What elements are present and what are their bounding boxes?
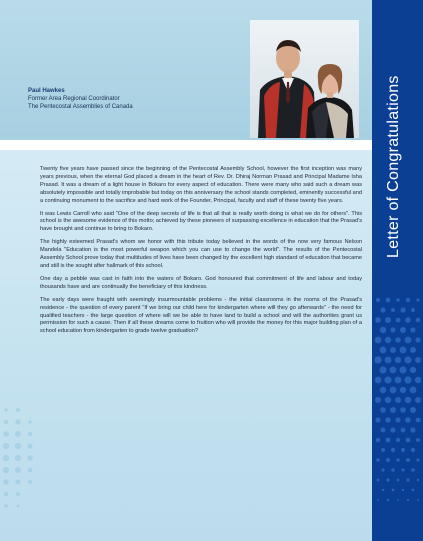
side-title: Letter of Congratulations (385, 75, 402, 258)
paragraph: One day a pebble was cast in faith into the waters of Bokaro. God honoured that commitment of life and labour and today thousands have and are continually the beneficiary of this kindness. (40, 275, 362, 290)
author-name: Paul Hawkes (28, 88, 65, 94)
paragraph: It was Lewis Carroll who said "One of the deep secrets of life is that all that is really worth doing is what we do for others". This school is the awesome evidence of this motto; achieved by these pioneers of surpassing excellence in education that the Prasad's have brought and continue to bring to Bokaro. (40, 210, 362, 233)
letter-body (40, 166, 362, 341)
author-role: Former Area Regional Coordinator (28, 96, 120, 102)
paragraph: The highly esteemed Prasad's whom we honor with this tribute today believed in the words of the now very famous Nelson Mandela "Education is the most powerful weapon which you can use to change the world". The results of the Pentecostal Assembly School prove today that multitudes of lives have been changed by the excellent high standard of education that became and still is the sought after hallmark of this school. (40, 239, 362, 269)
paragraph: The early days were fraught with seemingly insurmountable problems - the initial classrooms in the rooms of the Prasad's residence - the question of every parent "If we bring our child here for kindergarten where will they go afterwards" - the need for qualified teachers - the large question of where will we be able to have land to build a school and will the authorities grant us permission for such a cause. Then if all these dreams come to fruition who will provide the money for this major building plan of a school education from kindergarten to grade twelve graduation? (40, 296, 362, 335)
author-organization: The Pentecostal Assemblies of Canada (28, 104, 133, 110)
author-block (28, 87, 238, 111)
couple-photo-illustration (250, 20, 359, 138)
couple-photo (250, 20, 359, 138)
paragraph: Twenty five years have passed since the beginning of the Pentecostal Assembly School, however the first inception was many years previous, when the eternal God placed a dream in the heart of Rev. Dr. Dhiraj Norman Prasad and Principal Madame Isha Prasad. It was a dream of a light house in Bokaro for every aspect of education. There were many who said such a dream was absolutely impossible and totally improbable but today on this anniversary the school stands completed, eminently successful and a continuing monument to the sacrifice and hard work of the Founder, Principal, faculty and staff of these twenty five years. (40, 166, 362, 204)
side-band (372, 0, 423, 541)
body-panel (0, 150, 372, 541)
